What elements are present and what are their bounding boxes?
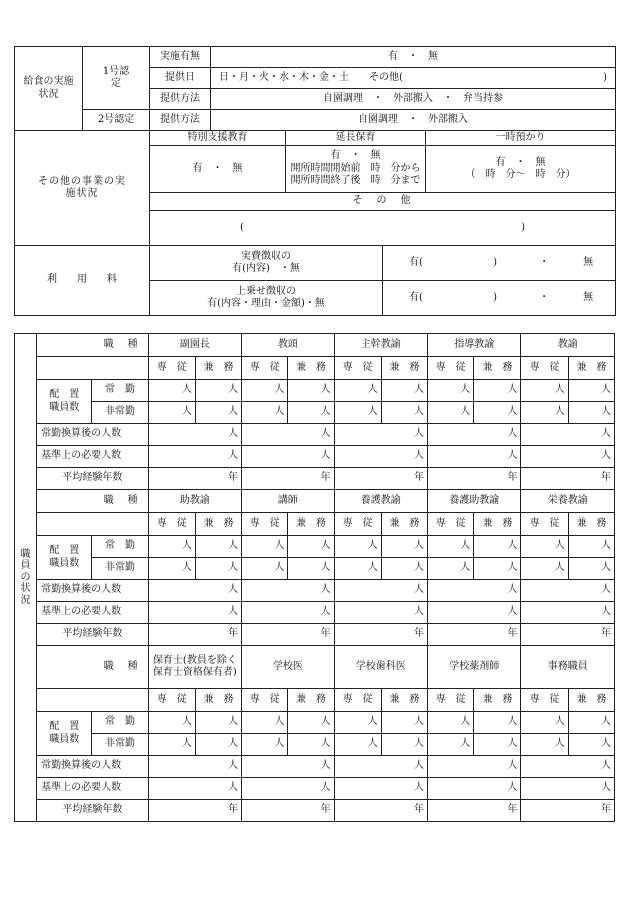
g1-concurrent-2: 兼 務 <box>288 357 334 380</box>
g2-experience-cell-3: 年 <box>334 624 427 646</box>
g2-concurrent-1: 兼 務 <box>195 513 241 536</box>
g3-parttime-cell-3: 人 <box>242 734 288 756</box>
g3-concurrent-3: 兼 務 <box>381 689 427 712</box>
g2-parttime-cell-3: 人 <box>242 558 288 580</box>
g3-fulltime-cell-5: 人 <box>334 712 381 734</box>
g3-required-cell-4: 人 <box>428 778 521 800</box>
cert2-label: 2号認定 <box>83 110 150 131</box>
g3-dedicated-2: 専 従 <box>242 689 288 712</box>
g3-converted-label: 常勤換算後の人数 <box>37 756 149 778</box>
g1-fulltime-cell-2: 人 <box>195 380 241 402</box>
g2-parttime-cell-4: 人 <box>288 558 334 580</box>
g1-job-3: 主幹教諭 <box>334 334 427 357</box>
g1-converted-cell-1: 人 <box>148 424 241 446</box>
g3-dedicated-4: 専 従 <box>428 689 474 712</box>
fee-extra-none: 無 <box>583 291 594 303</box>
g1-sub-blank <box>37 357 149 380</box>
method-label-1: 提供方法 <box>150 89 211 110</box>
g1-experience-cell-1: 年 <box>148 468 241 490</box>
g2-job-label: 職 種 <box>37 490 149 513</box>
g1-job-1: 副園長 <box>148 334 241 357</box>
special-value: 有 ・ 無 <box>150 146 286 193</box>
g3-fulltime-cell-3: 人 <box>242 712 288 734</box>
g1-dedicated-1: 専 従 <box>148 357 195 380</box>
g2-concurrent-5: 兼 務 <box>568 513 614 536</box>
g3-parttime-cell-2: 人 <box>195 734 241 756</box>
method-value-2: 自園調理 ・ 外部搬入 <box>211 110 616 131</box>
g3-fulltime-cell-10: 人 <box>568 712 614 734</box>
days-label: 提供日 <box>150 68 211 89</box>
g3-concurrent-1: 兼 務 <box>195 689 241 712</box>
g1-fulltime-cell-3: 人 <box>242 380 288 402</box>
g2-job-5: 栄養教諭 <box>521 490 615 513</box>
g2-parttime-cell-7: 人 <box>428 558 474 580</box>
g1-concurrent-4: 兼 務 <box>474 357 521 380</box>
g3-job-4: 学校薬剤師 <box>428 646 521 689</box>
implemented-label: 実施有無 <box>150 47 211 68</box>
temp-line-2: （ 時 分～ 時 分） <box>465 169 576 180</box>
g2-parttime-cell-6: 人 <box>381 558 427 580</box>
fee-extra-close: ) <box>493 291 498 303</box>
g2-job-2: 講師 <box>242 490 334 513</box>
g2-fulltime-cell-9: 人 <box>521 536 568 558</box>
g1-parttime-cell-8: 人 <box>474 402 521 424</box>
g2-fulltime-cell-4: 人 <box>288 536 334 558</box>
g3-required-cell-5: 人 <box>521 778 615 800</box>
g2-fulltime-cell-10: 人 <box>568 536 614 558</box>
fee-actual-none: 無 <box>583 256 594 268</box>
g2-parttime-cell-8: 人 <box>474 558 521 580</box>
extended-line-3: 開所時間終了後 時 分まで <box>290 175 421 187</box>
g1-parttime-cell-1: 人 <box>148 402 195 424</box>
g2-converted-cell-3: 人 <box>334 580 427 602</box>
g1-parttime-cell-5: 人 <box>334 402 381 424</box>
g2-fulltime-cell-6: 人 <box>381 536 427 558</box>
g2-parttime-cell-5: 人 <box>334 558 381 580</box>
g1-experience-cell-3: 年 <box>334 468 427 490</box>
g1-converted-label: 常勤換算後の人数 <box>37 424 149 446</box>
fee-actual-close: ) <box>493 256 498 268</box>
g1-required-label: 基準上の必要人数 <box>37 446 149 468</box>
g3-converted-cell-1: 人 <box>148 756 241 778</box>
g2-dedicated-2: 専 従 <box>242 513 288 536</box>
g3-job-3: 学校歯科医 <box>334 646 427 689</box>
g3-converted-cell-5: 人 <box>521 756 615 778</box>
g3-concurrent-5: 兼 務 <box>568 689 614 712</box>
g3-job-label: 職 種 <box>37 646 149 689</box>
g3-experience-cell-4: 年 <box>428 800 521 822</box>
g2-converted-cell-2: 人 <box>242 580 334 602</box>
method-label-2: 提供方法 <box>150 110 211 131</box>
g3-concurrent-2: 兼 務 <box>288 689 334 712</box>
g3-fulltime-cell-6: 人 <box>381 712 427 734</box>
g2-converted-cell-4: 人 <box>428 580 521 602</box>
top-table <box>14 46 616 316</box>
g2-experience-cell-5: 年 <box>521 624 615 646</box>
method-value-1: 自園調理 ・ 外部搬入 ・ 弁当持参 <box>211 89 616 110</box>
g3-job-1: 保育士(教員を除く保育士資格保有者) <box>148 646 241 689</box>
g1-required-cell-5: 人 <box>521 446 615 468</box>
g2-parttime-cell-10: 人 <box>568 558 614 580</box>
g3-experience-cell-5: 年 <box>521 800 615 822</box>
g2-dedicated-5: 専 従 <box>521 513 568 536</box>
g1-job-5: 教諭 <box>521 334 615 357</box>
g3-fulltime-cell-9: 人 <box>521 712 568 734</box>
g2-fulltime-cell-2: 人 <box>195 536 241 558</box>
g2-dedicated-1: 専 従 <box>148 513 195 536</box>
g2-fulltime-cell-7: 人 <box>428 536 474 558</box>
extended-line-1: 有 ・ 無 <box>330 150 381 162</box>
g1-required-cell-1: 人 <box>148 446 241 468</box>
extended-header: 延長保育 <box>286 131 426 146</box>
g3-experience-cell-1: 年 <box>148 800 241 822</box>
g1-job-label: 職 種 <box>37 334 149 357</box>
other-section-title: その他の事業の実施状況 <box>15 131 150 246</box>
g1-experience-label: 平均経験年数 <box>37 468 149 490</box>
g2-sub-blank <box>37 513 149 536</box>
g3-experience-cell-2: 年 <box>242 800 334 822</box>
cert1-label: 1号認定 <box>83 47 150 110</box>
g3-placement-line-2: 職員数 <box>49 733 80 745</box>
g1-experience-cell-2: 年 <box>242 468 334 490</box>
extended-line-2: 開所時間開始前 時 分から <box>290 162 421 174</box>
g3-parttime-cell-5: 人 <box>334 734 381 756</box>
g2-required-label: 基準上の必要人数 <box>37 602 149 624</box>
g1-placement-label <box>37 380 92 424</box>
g3-parttime-cell-9: 人 <box>521 734 568 756</box>
meal-section-title: 給食の実施状況 <box>15 47 83 131</box>
days-text: 日・月・火・水・木・金・土 その他( <box>219 71 403 83</box>
temp-value <box>426 146 616 193</box>
g1-concurrent-3: 兼 務 <box>381 357 427 380</box>
g2-fulltime-cell-1: 人 <box>148 536 195 558</box>
fee-actual-line-2: 有(内容) ・無 <box>232 263 300 274</box>
g1-dedicated-3: 専 従 <box>334 357 381 380</box>
g1-experience-cell-5: 年 <box>521 468 615 490</box>
g1-parttime-cell-6: 人 <box>381 402 427 424</box>
fee-extra-dot: ・ <box>539 291 550 303</box>
g2-required-cell-5: 人 <box>521 602 615 624</box>
g2-dedicated-4: 専 従 <box>428 513 474 536</box>
g1-converted-cell-4: 人 <box>428 424 521 446</box>
g2-parttime-cell-1: 人 <box>148 558 195 580</box>
g1-dedicated-5: 専 従 <box>521 357 568 380</box>
misc-open: ( <box>240 221 244 233</box>
g2-dedicated-3: 専 従 <box>334 513 381 536</box>
misc-header: そ の 他 <box>150 193 616 211</box>
g2-experience-cell-1: 年 <box>148 624 241 646</box>
g2-parttime-cell-2: 人 <box>195 558 241 580</box>
g3-parttime-cell-7: 人 <box>428 734 474 756</box>
g3-required-cell-3: 人 <box>334 778 427 800</box>
g1-fulltime-cell-8: 人 <box>474 380 521 402</box>
days-close: ) <box>603 71 608 83</box>
g2-parttime-label: 非常勤 <box>92 558 148 580</box>
g1-experience-cell-4: 年 <box>428 468 521 490</box>
g1-dedicated-4: 専 従 <box>428 357 474 380</box>
g1-job-2: 教頭 <box>242 334 334 357</box>
g3-experience-cell-3: 年 <box>334 800 427 822</box>
g2-job-1: 助教諭 <box>148 490 241 513</box>
g2-required-cell-4: 人 <box>428 602 521 624</box>
g1-placement-line-2: 職員数 <box>49 401 80 413</box>
fee-extra-value <box>383 281 616 316</box>
g2-converted-cell-1: 人 <box>148 580 241 602</box>
g3-experience-label: 平均経験年数 <box>37 800 149 822</box>
g2-required-cell-3: 人 <box>334 602 427 624</box>
g2-concurrent-4: 兼 務 <box>474 513 521 536</box>
g1-converted-cell-5: 人 <box>521 424 615 446</box>
g1-dedicated-2: 専 従 <box>242 357 288 380</box>
g3-fulltime-cell-7: 人 <box>428 712 474 734</box>
g1-parttime-cell-9: 人 <box>521 402 568 424</box>
g2-required-cell-2: 人 <box>242 602 334 624</box>
g2-fulltime-cell-8: 人 <box>474 536 521 558</box>
g1-parttime-label: 非常勤 <box>92 402 148 424</box>
g3-parttime-cell-4: 人 <box>288 734 334 756</box>
g1-parttime-cell-7: 人 <box>428 402 474 424</box>
g3-parttime-cell-1: 人 <box>148 734 195 756</box>
g2-job-4: 養護助教諭 <box>428 490 521 513</box>
fee-actual-label <box>150 246 383 281</box>
g1-required-cell-3: 人 <box>334 446 427 468</box>
g3-required-cell-1: 人 <box>148 778 241 800</box>
g3-fulltime-cell-2: 人 <box>195 712 241 734</box>
fee-actual-line-1: 実費徴収の <box>241 250 291 262</box>
g2-placement-line-1: 配 置 <box>49 545 80 556</box>
fee-actual-prefix: 有( <box>409 256 423 268</box>
g1-fulltime-cell-7: 人 <box>428 380 474 402</box>
special-header: 特別支援教育 <box>150 131 286 146</box>
g1-fulltime-cell-1: 人 <box>148 380 195 402</box>
g1-fulltime-cell-4: 人 <box>288 380 334 402</box>
g1-parttime-cell-10: 人 <box>568 402 614 424</box>
g3-job-5: 事務職員 <box>521 646 615 689</box>
days-value <box>211 68 616 89</box>
g3-required-cell-2: 人 <box>242 778 334 800</box>
g3-fulltime-cell-4: 人 <box>288 712 334 734</box>
g2-placement-label <box>37 536 92 580</box>
g2-parttime-cell-9: 人 <box>521 558 568 580</box>
fee-title: 利 用 料 <box>15 246 150 316</box>
extended-value <box>286 146 426 193</box>
g1-concurrent-1: 兼 務 <box>195 357 241 380</box>
g3-converted-cell-3: 人 <box>334 756 427 778</box>
g1-required-cell-2: 人 <box>242 446 334 468</box>
g3-converted-cell-2: 人 <box>242 756 334 778</box>
g2-concurrent-3: 兼 務 <box>381 513 427 536</box>
g1-parttime-cell-2: 人 <box>195 402 241 424</box>
staff-section-title: 職員の状況 <box>15 334 37 822</box>
g1-placement-line-1: 配 置 <box>49 389 80 400</box>
g2-job-3: 養護教諭 <box>334 490 427 513</box>
g1-fulltime-label: 常 勤 <box>92 380 148 402</box>
g3-parttime-cell-6: 人 <box>381 734 427 756</box>
g1-fulltime-cell-6: 人 <box>381 380 427 402</box>
g2-fulltime-cell-3: 人 <box>242 536 288 558</box>
g3-dedicated-5: 専 従 <box>521 689 568 712</box>
g3-concurrent-4: 兼 務 <box>474 689 521 712</box>
g3-parttime-cell-8: 人 <box>474 734 521 756</box>
g3-placement-label <box>37 712 92 756</box>
misc-value <box>150 211 616 246</box>
g1-fulltime-cell-5: 人 <box>334 380 381 402</box>
fee-extra-line-1: 上乗せ徴収の <box>236 285 296 297</box>
temp-line-1: 有 ・ 無 <box>495 156 546 168</box>
g1-required-cell-4: 人 <box>428 446 521 468</box>
g1-converted-cell-3: 人 <box>334 424 427 446</box>
g3-fulltime-label: 常 勤 <box>92 712 148 734</box>
g3-fulltime-cell-8: 人 <box>474 712 521 734</box>
g3-required-label: 基準上の必要人数 <box>37 778 149 800</box>
g3-job-2: 学校医 <box>242 646 334 689</box>
fee-extra-label <box>150 281 383 316</box>
temp-header: 一時預かり <box>426 131 616 146</box>
g1-parttime-cell-4: 人 <box>288 402 334 424</box>
g1-parttime-cell-3: 人 <box>242 402 288 424</box>
g3-converted-cell-4: 人 <box>428 756 521 778</box>
g2-fulltime-label: 常 勤 <box>92 536 148 558</box>
g3-sub-blank <box>37 689 149 712</box>
g1-converted-cell-2: 人 <box>242 424 334 446</box>
fee-actual-dot: ・ <box>539 256 550 268</box>
g2-experience-label: 平均経験年数 <box>37 624 149 646</box>
g2-concurrent-2: 兼 務 <box>288 513 334 536</box>
staff-table <box>14 333 615 822</box>
g2-fulltime-cell-5: 人 <box>334 536 381 558</box>
g3-parttime-cell-10: 人 <box>568 734 614 756</box>
fee-extra-prefix: 有( <box>409 291 423 303</box>
g2-placement-line-2: 職員数 <box>49 557 80 569</box>
g3-dedicated-1: 専 従 <box>148 689 195 712</box>
g3-fulltime-cell-1: 人 <box>148 712 195 734</box>
g1-fulltime-cell-9: 人 <box>521 380 568 402</box>
g2-converted-cell-5: 人 <box>521 580 615 602</box>
g3-parttime-label: 非常勤 <box>92 734 148 756</box>
g3-placement-line-1: 配 置 <box>49 721 80 732</box>
g2-converted-label: 常勤換算後の人数 <box>37 580 149 602</box>
g1-job-4: 指導教諭 <box>428 334 521 357</box>
misc-close: ) <box>521 221 526 233</box>
g2-required-cell-1: 人 <box>148 602 241 624</box>
implemented-value: 有 ・ 無 <box>211 47 616 68</box>
g3-dedicated-3: 専 従 <box>334 689 381 712</box>
g1-fulltime-cell-10: 人 <box>568 380 614 402</box>
fee-extra-line-2: 有(内容・理由・金額)・無 <box>207 298 325 309</box>
g1-concurrent-5: 兼 務 <box>568 357 614 380</box>
fee-actual-value <box>383 246 616 281</box>
g2-experience-cell-2: 年 <box>242 624 334 646</box>
g2-experience-cell-4: 年 <box>428 624 521 646</box>
